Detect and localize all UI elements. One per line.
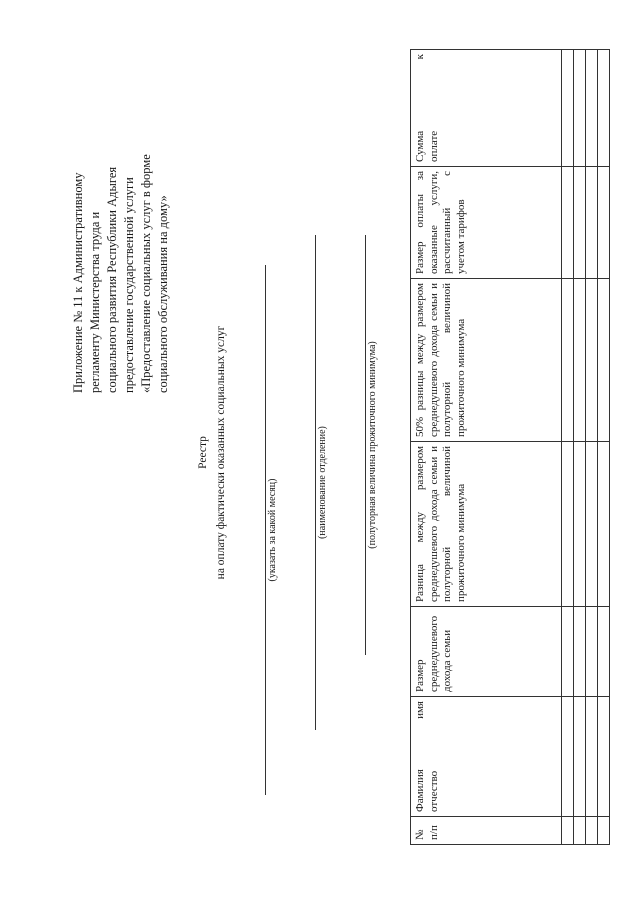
appendix-line: «Предоставление социальных услуг в форме [139, 154, 153, 393]
table-cell [562, 607, 574, 697]
header-surname-label: Фамилия [414, 769, 426, 812]
table-cell [586, 279, 598, 442]
document-subtitle: на оплату фактически оказанных социальных услуг [215, 325, 227, 580]
header-number [411, 817, 562, 845]
table-cell [586, 607, 598, 697]
registry-table [410, 49, 610, 845]
header-patronymic-label: отчество [427, 770, 440, 812]
month-field-line [265, 265, 266, 795]
header-name-label: имя [414, 701, 426, 719]
appendix-line: предоставление государственной услуги [122, 177, 136, 393]
table-cell [598, 442, 610, 607]
table-cell [562, 697, 574, 817]
table-cell [598, 697, 610, 817]
table-cell [598, 279, 610, 442]
header-sum-payment-label: оплате [427, 130, 440, 162]
header-payment-amount: Размер оплаты за оказанные услуги, рассчитанный с учетом тарифов [411, 167, 562, 279]
table-cell [574, 50, 586, 167]
appendix-line: социального развития Республики Адыгея [105, 166, 119, 393]
table-cell [574, 607, 586, 697]
header-number-sublabel: п/п [427, 825, 440, 840]
department-field-line [315, 235, 316, 730]
header-number-label: № [414, 829, 426, 840]
table-cell [562, 279, 574, 442]
month-field-caption: (указать за какой месяц) [267, 478, 278, 582]
header-half-difference: 50% разницы между размером среднедушевого дохода семьи и полуторной величиной прожиточного минимума [411, 279, 562, 442]
table-cell [598, 50, 610, 167]
table-cell [562, 167, 574, 279]
appendix-line: Приложение № 11 к Административному [71, 172, 85, 393]
table-cell [598, 607, 610, 697]
table-cell [598, 167, 610, 279]
header-sum-to-label: к [414, 54, 426, 60]
table-cell [586, 167, 598, 279]
table-cell [562, 817, 574, 845]
table-cell [574, 697, 586, 817]
table-cell [574, 442, 586, 607]
subsistence-minimum-field-line [365, 235, 366, 655]
table-cell [598, 817, 610, 845]
appendix-line: регламенту Министерства труда и [88, 211, 102, 393]
header-full-name [411, 697, 562, 817]
table-cell [562, 442, 574, 607]
header-difference: Разница между размером среднедушевого дохода семьи и полуторной величиной прожиточного минимума [411, 442, 562, 607]
table-cell [574, 279, 586, 442]
header-sum-to-pay [411, 50, 562, 167]
appendix-note [70, 93, 172, 393]
table-cell [586, 817, 598, 845]
table-row [574, 50, 586, 845]
subsistence-minimum-field-caption: (полуторная величина прожиточного минимума) [367, 341, 378, 549]
table-cell [586, 50, 598, 167]
header-income: Размер среднедушевого дохода семьи [411, 607, 562, 697]
table-cell [562, 50, 574, 167]
table-row [598, 50, 610, 845]
header-sum-label: Сумма [414, 130, 426, 162]
table-cell [586, 442, 598, 607]
table-cell [574, 167, 586, 279]
appendix-line: социального обслуживания на дому» [156, 195, 170, 393]
document-title: Реестр [197, 436, 209, 469]
department-field-caption: (наименование отделение) [317, 426, 328, 539]
table-header-row [411, 50, 562, 845]
table-row [562, 50, 574, 845]
table-row [586, 50, 598, 845]
table-cell [586, 697, 598, 817]
table-cell [574, 817, 586, 845]
